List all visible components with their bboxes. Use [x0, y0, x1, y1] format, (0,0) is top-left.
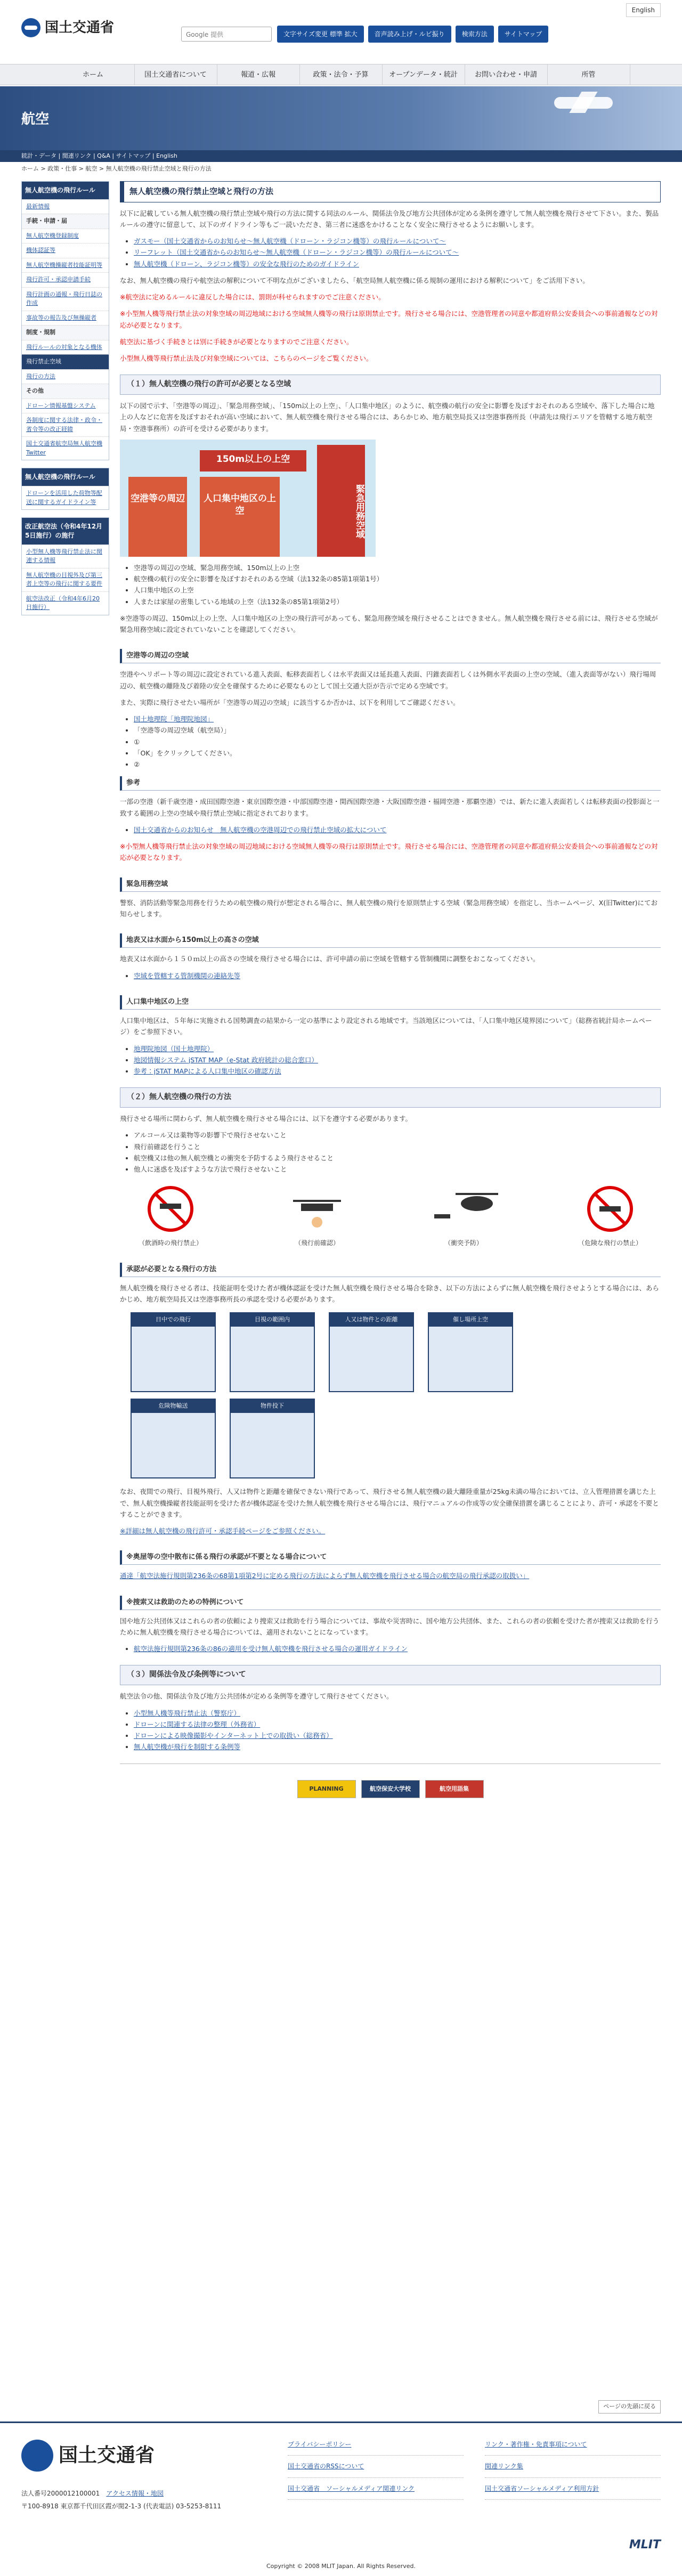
sidebar-category: 制度・規制: [22, 325, 109, 340]
subheading-exemption: ※奥屋等の空中散布に係る飛行の承認が不要となる場合について: [120, 1550, 661, 1565]
zone-emergency: 緊急用務空域: [317, 445, 365, 557]
sidebar-item[interactable]: 小型無人機等飛行禁止法に関連する情報: [22, 545, 109, 568]
approval-card: 人又は物件との距離: [329, 1312, 414, 1392]
drone-check-icon: [277, 1182, 357, 1236]
sidebar-item[interactable]: 各制度に関する法律・政令・省令等の改正経緯: [22, 413, 109, 436]
approval-card: 物件投下: [230, 1399, 315, 1478]
guide-link[interactable]: リーフレット（国土交通省からのお知らせ～無人航空機（ドローン・ラジコン機等）の飛行ルールについて～: [134, 248, 459, 257]
flight-rule-list: • アルコール又は薬物等の影響下で飛行させないこと • 飛行前確認を行うこと • 航空機又は他の無人航空機との衝突を予防するよう飛行させること • 他人に迷惑を及ぼすような方法で飛行させないこと: [134, 1129, 661, 1175]
sidebar: [21, 181, 109, 623]
sidebar-box-guidelines: [21, 468, 109, 510]
search-input[interactable]: Google 提供: [181, 27, 272, 42]
sidebar-box-amendment: [21, 517, 109, 615]
header-tools: [277, 26, 548, 43]
helicopter-icon: [424, 1182, 504, 1236]
banner-row: [120, 1780, 661, 1798]
warning-link[interactable]: 小型無人機等飛行禁止法及び対象空域については、こちらのページをご覧ください。: [120, 354, 373, 362]
site-footer: [0, 2421, 682, 2576]
banner-planning[interactable]: PLANNING: [297, 1780, 356, 1798]
text: 地表又は水面から１５０ｍ以上の高さの空域を飛行させる場合には、許可申請の前に空域を管轄する管制機関に調整をおこなってください。: [120, 955, 540, 963]
no-drinking-icon: [131, 1182, 210, 1236]
footer-links: [288, 2434, 661, 2500]
no-dangerous-flight-icon: [570, 1182, 650, 1236]
sidebar-item[interactable]: 飛行許可・承認申請手続: [22, 272, 109, 287]
special-guideline-link[interactable]: 航空法施行規則第236条の86の適用を受け無人航空機を飛行させる場合の運用ガイドライン: [134, 1645, 408, 1653]
gsi-map-link[interactable]: 国土地理院「地理院地図」: [134, 715, 214, 724]
rule-no-drinking: （飲酒時の飛行禁止）: [131, 1182, 210, 1248]
sidebar-item[interactable]: 無人航空機の目視外及び第三者上空等の飛行に関する要件: [22, 568, 109, 591]
guide-link[interactable]: ガスモー（国土交通省からのお知らせ～無人航空機（ドローン・ラジコン機等）の飛行ルールについて～: [134, 237, 446, 245]
gnav-policy[interactable]: 政策・法令・予算: [300, 64, 383, 85]
section-heading-3: （３）関係法令及び条例等について: [120, 1665, 661, 1685]
approval-card: 目視の範囲内: [230, 1312, 315, 1392]
subheading-150m: 地表又は水面から150m以上の高さの空域: [120, 933, 661, 948]
sidebar-item[interactable]: 国土交通省航空局無人航空機Twitter: [22, 436, 109, 460]
hero-title: 航空: [21, 111, 50, 127]
airplane-icon: [554, 97, 613, 109]
subheading-special: ※捜索又は救助のための特例について: [120, 1596, 661, 1610]
related-law-list: [134, 1708, 661, 1753]
gnav-home[interactable]: ホーム: [52, 64, 135, 85]
mlit-logo: MLIT: [629, 2538, 661, 2551]
sidebar-item[interactable]: 飛行の方法: [22, 369, 109, 384]
breadcrumb[interactable]: ホーム > 政策・仕事 > 航空 > 無人航空機の飛行禁止空域と飛行の方法: [21, 165, 212, 172]
sidebar-item[interactable]: 無人航空機登録制度: [22, 229, 109, 243]
section-heading-1: （１）無人航空機の飛行の許可が必要となる空域: [120, 375, 661, 395]
text: 一部の空港（新千歳空港・成田国際空港・東京国際空港・中部国際空港・関西国際空港・大阪国際空港・福岡空港・那覇空港）では、新たに進入表面若しくは転移表面の投影面と一致する範囲の上空の空域や飛行禁止空域に指定されております。: [120, 798, 660, 817]
subheading-airport: 空港等の周辺の空域: [120, 649, 661, 663]
rule-collision: （衝突予防）: [424, 1182, 504, 1248]
approval-card: 催し場所上空: [428, 1312, 513, 1392]
text: 航空法令の他、関係法令及び地方公共団体が定める条例等を遵守して飛行させてください。: [120, 1692, 393, 1701]
sidebar-item[interactable]: 無人航空機操縦者技能証明等: [22, 258, 109, 273]
section-subnav[interactable]: 統計・データ | 関連リンク | Q&A | サイトマップ | English: [0, 150, 682, 162]
airspace-list: • 空港等の周辺の空域、緊急用務空域、150m以上の上空 • 航空機の航行の安全に影響を及ぼすおそれのある空域（法132条の85第1項第1号） • 人口集中地区の上空 • 人または家屋の密集している地域の上空（法132条の85第1項第2号）: [134, 562, 661, 607]
text: 飛行させる場所に関わらず、無人航空機を飛行させる場合には、以下を遵守する必要があります。: [120, 1115, 412, 1123]
approval-card: 日中での飛行: [131, 1312, 216, 1392]
footer-address: 法人番号2000012100001 アクセス情報・地図 〒100-8918 東京都千代田区霞が関2-1-3 (代表電話) 03-5253-8111: [21, 2490, 222, 2510]
exemption-link[interactable]: 通達「航空法施行規則第236条の68第1項第2号に定める飛行の方法によらず無人航空機を飛行させる場合の航空局の飛行承認の取扱い」: [120, 1572, 530, 1580]
zone-did: 人口集中地区の上空: [200, 477, 280, 557]
intro-text-2: なお、無人航空機の飛行や航空法の解釈について不明な点がございましたら、「航空局無人航空機に係る規制の運用における解釈について」をご活用下さい。: [120, 276, 589, 285]
warning-text: ※小型無人機等飛行禁止法の対象空域の周辺地域における空域無人機等の飛行は原則禁止です。飛行させる場合には、空港管理者の同意や都道府県公安委員会への事前通報などの対応が必要となります。: [120, 842, 658, 862]
main-content: [120, 181, 661, 1798]
sidebar-heading[interactable]: 無人航空機の飛行ルール: [22, 468, 109, 486]
rule-dangerous: （危険な飛行の禁止）: [570, 1182, 650, 1248]
did-links: [134, 1043, 661, 1077]
page-top-link[interactable]: ページの先頭に戻る: [598, 2400, 661, 2414]
law-link[interactable]: 無人航空機が飛行を制限する条例等: [134, 1743, 241, 1751]
sidebar-item[interactable]: 航空法改正（令和4年6月20日施行）: [22, 591, 109, 615]
zone-airport: 空港等の周辺: [128, 477, 187, 557]
global-nav: [0, 64, 682, 85]
warning-text: 航空法に基づく手続きとは別に手続きが必要となりますのでご注意ください。: [120, 337, 353, 346]
airspace-diagram: [120, 440, 376, 557]
gnav-contact[interactable]: お問い合わせ・申請: [465, 64, 548, 85]
gnav-press[interactable]: 報道・広報: [217, 64, 300, 85]
sidebar-item[interactable]: 飛行ルールの対象となる機体: [22, 340, 109, 355]
search-help-button[interactable]: 検索方法: [456, 26, 494, 43]
footer-link[interactable]: 国土交通省 ソーシャルメディア関連リンク: [288, 2484, 415, 2492]
gsi-link[interactable]: 地理院地図（国土地理院）: [134, 1044, 214, 1053]
guide-link[interactable]: 無人航空機（ドローン、ラジコン機等）の安全な飛行のためのガイドライン: [134, 259, 360, 268]
guide-list: [134, 235, 661, 270]
sidebar-heading[interactable]: 無人航空機の飛行ルール: [22, 182, 109, 199]
footer-link[interactable]: 関連リンク集: [485, 2463, 523, 2471]
jstat-howto-link[interactable]: 参考：jSTAT MAPによる人口集中地区の確認方法: [134, 1067, 281, 1076]
approval-cards: [131, 1312, 650, 1478]
sidebar-item[interactable]: 最新情報: [22, 199, 109, 214]
sidebar-item[interactable]: 機体認証等: [22, 243, 109, 258]
gnav-opendata[interactable]: オープンデータ・統計: [383, 64, 465, 85]
footer-link[interactable]: 国土交通省ソーシャルメディア利用方針: [485, 2484, 599, 2492]
law-link[interactable]: 小型無人機等飛行禁止法（警察庁）: [134, 1709, 241, 1717]
english-link[interactable]: English: [626, 3, 661, 17]
page-title: 無人航空機の飛行禁止空域と飛行の方法: [120, 181, 661, 202]
intro-text: 以下に記載している無人航空機の飛行禁止空域や飛行の方法に関する同法のルール、関係法令及び地方公共団体が定める条例を遵守して無人航空機を飛行させて下さい。また、製品ルールの遵守に留意して、以下のガイドライン等もご一読いただき、第三者に迷惑をかけることなく安全に飛行させるようにお願いします。: [120, 209, 659, 229]
sitemap-button[interactable]: サイトマップ: [498, 26, 549, 43]
sidebar-box-rules: [21, 181, 109, 460]
section-text: 以下の図で示す、「空港等の周辺」、「緊急用務空域」、「150m以上の上空」、「人口集中地区」のように、航空機の航行の安全に影響を及ぼすおそれのある空域や、落下した場合に地上の人などに危害を及ぼすおそれが高い空域において、無人航空機を飛行させる場合には、あらかじめ、地方航空局長又は空港事務所長（申請先は飛行エリアを管轄する地方航空局・空港事務所）の許可を受ける必要があります。: [120, 402, 655, 433]
footer-logo[interactable]: 国土交通省: [21, 2439, 155, 2472]
text: 無人航空機を飛行させる者は、技能証明を受けた者が機体認証を受けた無人航空機を飛行させる場合を除き、以下の方法によらずに無人航空機を飛行させようとする場合には、あらかじめ、地方航空局長又は空港事務所長の承認を受ける必要があります。: [120, 1283, 660, 1304]
sidebar-item-current[interactable]: 飛行禁止空域: [22, 354, 109, 369]
site-logo[interactable]: 国土交通省: [21, 16, 114, 39]
speech-ruby-button[interactable]: 音声読み上げ・ルビ振り: [368, 26, 451, 43]
copyright: Copyright © 2008 MLIT Japan. All Rights Reserved.: [266, 2563, 416, 2570]
sidebar-item[interactable]: ドローン情報基盤システム: [22, 399, 109, 413]
footer-link[interactable]: プライバシーポリシー: [288, 2441, 352, 2448]
approval-procedure-link[interactable]: ※詳細は無人航空機の飛行許可・承認手続ページをご参照ください。: [120, 1527, 326, 1535]
subheading-approval: 承認が必要となる飛行の方法: [120, 1263, 661, 1277]
text: 人口集中地区は、５年毎に実施される国勢調査の結果から一定の基準により設定される地域です。当該地区については、「人口集中地区境界図について」（総務省統計局ホームページ）をご参照下さい。: [120, 1017, 652, 1036]
law-link[interactable]: ドローンに関連する法律の整理（外務省）: [134, 1720, 261, 1728]
gnav-about[interactable]: 国土交通省について: [135, 64, 217, 85]
sidebar-item[interactable]: 事故等の報告及び無操縦者: [22, 311, 109, 326]
banner-academy[interactable]: 航空保安大学校: [361, 1780, 420, 1798]
site-header: [0, 0, 682, 64]
gnav-jurisdiction[interactable]: 所管: [548, 64, 630, 85]
access-link[interactable]: アクセス情報・地図: [106, 2490, 164, 2497]
sidebar-item[interactable]: 飛行計画の通報・飛行日誌の作成: [22, 287, 109, 311]
warning-text: ※航空法に定めるルールに違反した場合には、罰則が科せられますのでご注意ください。: [120, 293, 385, 301]
rule-illustrations: [131, 1182, 650, 1248]
sidebar-category: 手続・申請・届: [22, 214, 109, 229]
text: なお、夜間での飛行、目視外飛行、人又は物件と距離を確保できない飛行であって、飛行させる無人航空機の最大離陸重量が25kg未満の場合においては、立入管理措置を講じた上で、無人航空機操縦者技能証明を受けた者が機体認証を受けた無人航空機を飛行させる場合には、飛行マニュアルの作成等の安全確保措置を講じることにより、許可・承認を不要とすることができます。: [120, 1488, 659, 1518]
footer-link[interactable]: 国土交通省のRSSについて: [288, 2463, 364, 2471]
law-link[interactable]: ドローンによる映像撮影やインターネット上での取扱い（総務省）: [134, 1732, 333, 1740]
subheading-reference: 参考: [120, 776, 661, 791]
footer-link[interactable]: リンク・著作権・免責事項について: [485, 2441, 587, 2448]
airport-steps: • 国土地理院「地理院地図」 • 「空港等の周辺空域（航空局）」 • ① • 「OK」をクリックしてください。 • ②: [134, 713, 661, 770]
sidebar-heading[interactable]: 改正航空法（令和4年12月5日施行）の施行: [22, 518, 109, 545]
banner-glossary[interactable]: 航空用語集: [425, 1780, 484, 1798]
section-note: ※空港等の周辺、150m以上の上空、人口集中地区の上空の飛行許可があっても、緊急用務空域を飛行させることはできません。無人航空機を飛行させる前には、飛行させる空域が緊急用務空域に設定されていないことを確認してください。: [120, 614, 658, 634]
font-size-control[interactable]: 文字サイズ変更 標準 拡大: [277, 26, 364, 43]
text: 空港やヘリポート等の周辺に設定されている進入表面、転移表面若しくは水平表面又は延長進入表面、円錐表面若しくは外側水平表面の上空の空域、（進入表面等がない）飛行場周辺の、航空機の離陸及び着陸の安全を確保するために必要なものとして国土交通大臣が告示で定める空域です。: [120, 670, 656, 690]
news-link[interactable]: 国土交通省からのお知らせ 無人航空機の空港周辺での飛行禁止空域の拡大について: [134, 825, 387, 834]
rule-preflight-check: （飛行前確認）: [277, 1182, 357, 1248]
sidebar-item[interactable]: ドローンを活用した荷物等配送に関するガイドライン等: [22, 486, 109, 509]
mlit-emblem-icon: [21, 2440, 53, 2472]
approval-card: 危険物輸送: [131, 1399, 216, 1478]
mlit-emblem-icon: [21, 18, 40, 37]
text: また、実際に飛行させたい場所が「空港等の周辺の空域」に該当するか否かは、以下を利用してご確認ください。: [120, 698, 460, 706]
subheading-emergency: 緊急用務空域: [120, 877, 661, 892]
hero-banner: [0, 86, 682, 150]
subheading-did: 人口集中地区の上空: [120, 995, 661, 1010]
sidebar-category: その他: [22, 384, 109, 399]
zone-150m: 150m以上の上空: [200, 450, 306, 472]
atc-contact-link[interactable]: 空域を管轄する管制機関の連絡先等: [134, 971, 241, 980]
warning-text: ※小型無人機等飛行禁止法の対象空域の周辺地域における空域無人機等の飛行は原則禁止です。飛行させる場合には、空港管理者の同意や都道府県公安委員会への事前通報などの対応が必要となります。: [120, 310, 658, 329]
text: 国や地方公共団体又はこれらの者の依頼により捜索又は救助を行う場合については、事故や災害時に、国や地方公共団体、また、これらの者の依頼を受けた者が捜索又は救助を行うために無人航空機を飛行させる場合については、適用されないことになっています。: [120, 1616, 660, 1636]
text: 警察、消防活動等緊急用務を行うための航空機の飛行が想定される場合に、無人航空機の飛行を原則禁止する空域（緊急用務空域）を指定し、当ホームページ、X(旧Twitter)にてお知らせします。: [120, 898, 657, 919]
jstat-link[interactable]: 地図情報システム jSTAT MAP（e-Stat 政府統計の総合窓口）: [134, 1055, 318, 1064]
section-heading-2: （２）無人航空機の飛行の方法: [120, 1087, 661, 1108]
